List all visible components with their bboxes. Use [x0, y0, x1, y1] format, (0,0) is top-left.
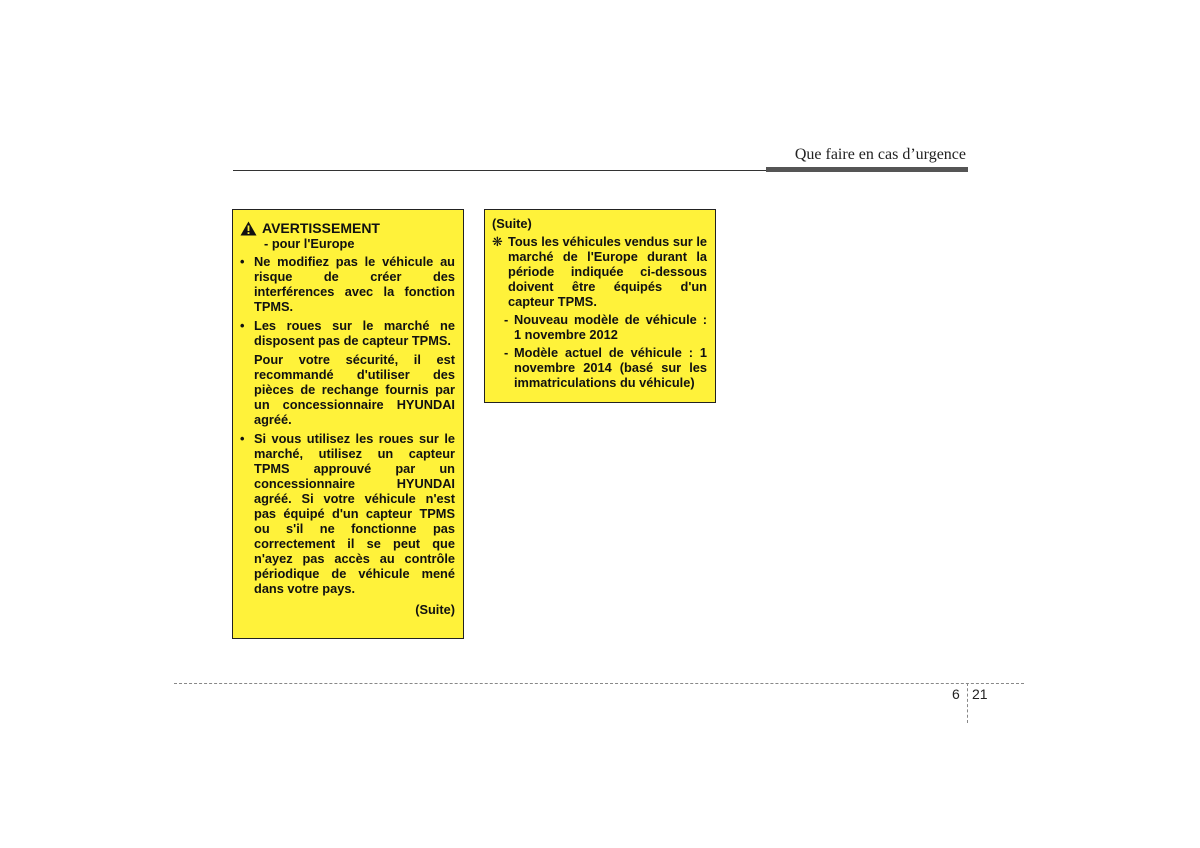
dash-text: Modèle actuel de véhicule : 1 novembre 2014 (basé sur les immatriculations du véhicule) [514, 345, 707, 390]
continuation-box [484, 209, 716, 403]
warning-bullet [240, 431, 455, 596]
note-marker: ❋ [492, 234, 503, 249]
warning-triangle-icon [240, 221, 257, 236]
warning-bullet [240, 318, 455, 348]
header-rule [233, 170, 766, 171]
warning-bullet-text: Ne modifiez pas le véhicule au risque de créer des interférences avec la fonction TPMS. [254, 254, 455, 314]
dash-marker: - [504, 312, 509, 327]
page-number: 21 [972, 686, 988, 702]
dash-marker: - [504, 345, 509, 360]
dash-item [504, 312, 707, 342]
dash-text: Nouveau modèle de véhicule : 1 novembre 2012 [514, 312, 707, 342]
warning-box [232, 209, 464, 639]
continued-label: (Suite) [415, 602, 455, 617]
note-text: Tous les véhicules vendus sur le marché de l'Europe durant la période indiquée ci-dessous doivent être équipés d'un capteur TPMS. [508, 234, 707, 309]
bullet-marker: • [240, 431, 245, 446]
warning-bullet [240, 254, 455, 314]
footer-rule [174, 683, 1024, 684]
note-item [492, 234, 707, 309]
running-header-title: Que faire en cas d’urgence [794, 146, 966, 163]
warning-paragraph: Pour votre sécurité, il est recommandé d'utiliser des pièces de rechange fournis par un concessionnaire HYUNDAI agréé. [254, 352, 455, 427]
chapter-number: 6 [952, 686, 960, 702]
warning-heading: AVERTISSEMENT [262, 220, 380, 236]
footer-divider [967, 683, 968, 723]
bullet-marker: • [240, 254, 245, 269]
bullet-marker: • [240, 318, 245, 333]
warning-heading-row [240, 220, 455, 236]
dash-item [504, 345, 707, 390]
warning-bullet-text: Les roues sur le marché ne disposent pas de capteur TPMS. [254, 318, 455, 348]
warning-bullet-text: Si vous utilisez les roues sur le marché, utilisez un capteur TPMS approuvé par un concessionnaire HYUNDAI agréé. Si votre véhicule n'est pas équipé d'un capteur TPMS ou s'il ne fonctionne pas correctement il se peut que n'ayez pas accès au contrôle périodique de véhicule mené dans votre pays. [254, 431, 455, 596]
continuation-heading: (Suite) [492, 216, 532, 231]
warning-subheading: - pour l'Europe [264, 236, 355, 251]
header-rule-accent [766, 167, 968, 172]
